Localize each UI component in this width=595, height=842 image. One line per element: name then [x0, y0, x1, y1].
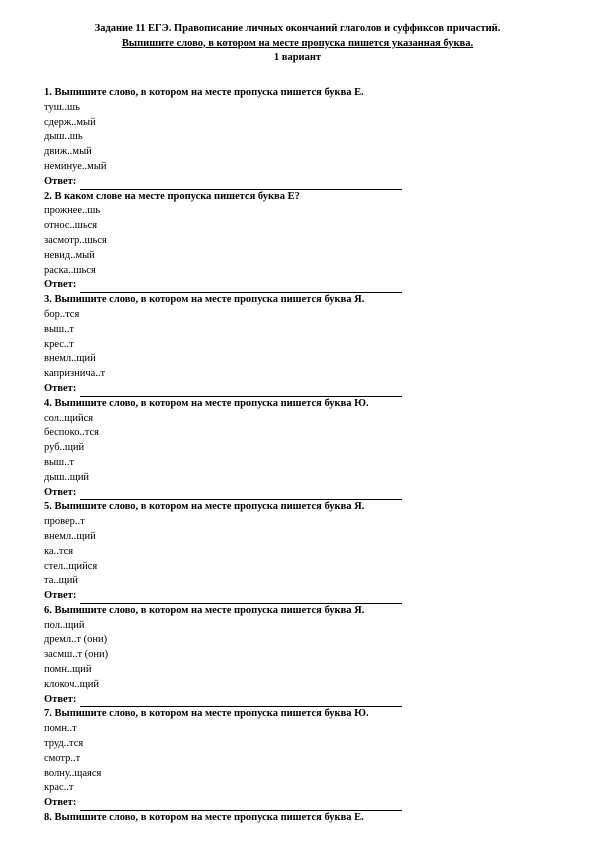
- variant-label: 1 вариант: [273, 52, 322, 63]
- task-question: 7. Выпишите слово, в котором на месте пропуска пишется буква Ю.: [44, 708, 369, 720]
- task-block: [44, 397, 564, 501]
- task-question: 5. Выпишите слово, в котором на месте пропуска пишется буква Я.: [44, 501, 365, 513]
- task-list: [44, 86, 564, 826]
- task-option: клокоч..щий: [44, 678, 99, 690]
- task-question: 8. Выпишите слово, в котором на месте пропуска пишется буква Е.: [44, 812, 364, 824]
- task-block: [44, 500, 564, 604]
- task-option: прожнее..шь: [44, 205, 101, 217]
- task-option: сдерж..мый: [44, 116, 96, 128]
- answer-label: Ответ:: [44, 382, 77, 394]
- task-option: выш..т: [44, 456, 74, 468]
- answer-label: Ответ:: [44, 486, 77, 498]
- task-option: беспоко..тся: [44, 427, 99, 439]
- answer-label: Ответ:: [44, 590, 77, 602]
- task-option: засмотр..шься: [44, 234, 107, 246]
- task-block: [44, 604, 564, 708]
- task-option: помн..щий: [44, 664, 92, 676]
- task-option: дыш..шь: [44, 131, 83, 143]
- task-option: дремл..т (они): [44, 634, 108, 646]
- answer-line[interactable]: [80, 800, 402, 811]
- task-block: [44, 811, 564, 826]
- answer-label: Ответ:: [44, 693, 77, 705]
- task-option: капризнича..т: [44, 368, 106, 380]
- worksheet-title: Задание 11 ЕГЭ. Правописание личных окончаний глаголов и суффиксов причастий.: [94, 23, 501, 34]
- task-option: выш..т: [44, 323, 74, 335]
- task-option: внемл..щий: [44, 530, 96, 542]
- answer-line[interactable]: [80, 282, 402, 293]
- answer-row: [44, 589, 564, 604]
- task-option: внемл..щий: [44, 353, 96, 365]
- task-block: [44, 293, 564, 397]
- task-option: крес..т: [44, 338, 74, 350]
- task-question: 2. В каком слове на месте пропуска пишется буква Е?: [44, 190, 300, 202]
- worksheet-instruction: Выпишите слово, в котором на месте пропуска пишется указанная буква.: [121, 37, 474, 49]
- task-option: туш..шь: [44, 101, 80, 113]
- task-option: волну..щаяся: [44, 767, 102, 779]
- answer-row: [44, 796, 564, 811]
- worksheet-header: [20, 22, 575, 66]
- answer-label: Ответ:: [44, 279, 77, 291]
- answer-label: Ответ:: [44, 175, 77, 187]
- answer-row: [44, 278, 564, 293]
- answer-row: [44, 382, 564, 397]
- task-option: та..щий: [44, 575, 78, 587]
- task-option: руб..щий: [44, 442, 85, 454]
- task-option: дыш..щий: [44, 471, 90, 483]
- answer-line[interactable]: [80, 593, 402, 604]
- answer-line[interactable]: [80, 696, 402, 707]
- answer-line[interactable]: [80, 386, 402, 397]
- task-option: помн..т: [44, 723, 77, 735]
- task-question: 6. Выпишите слово, в котором на месте пропуска пишется буква Я.: [44, 604, 365, 616]
- task-option: раска..шься: [44, 264, 96, 276]
- task-question: 3. Выпишите слово, в котором на месте пропуска пишется буква Я.: [44, 294, 365, 306]
- task-option: засмш..т (они): [44, 649, 109, 661]
- task-option: провер..т: [44, 516, 85, 528]
- answer-line[interactable]: [80, 179, 402, 190]
- answer-row: [44, 486, 564, 501]
- task-option: сол..щийся: [44, 412, 94, 424]
- task-question: 4. Выпишите слово, в котором на месте пропуска пишется буква Ю.: [44, 397, 369, 409]
- task-question: 1. Выпишите слово, в котором на месте пропуска пишется буква Е.: [44, 87, 364, 98]
- task-block: [44, 86, 564, 190]
- task-option: крас..т: [44, 782, 74, 794]
- task-option: ка..тся: [44, 545, 74, 557]
- task-block: [44, 707, 564, 811]
- task-option: движ..мый: [44, 146, 92, 158]
- task-option: бор..тся: [44, 308, 80, 320]
- task-option: стел..щийся: [44, 560, 98, 572]
- answer-line[interactable]: [80, 489, 402, 500]
- task-option: смотр..т: [44, 752, 81, 764]
- answer-label: Ответ:: [44, 797, 77, 809]
- answer-row: [44, 175, 564, 190]
- answer-row: [44, 693, 564, 708]
- task-option: неминуе..мый: [44, 160, 107, 172]
- task-option: невид..мый: [44, 249, 95, 261]
- task-block: [44, 190, 564, 294]
- task-option: пол..щий: [44, 619, 85, 631]
- task-option: относ..шься: [44, 220, 98, 232]
- task-option: труд..тся: [44, 738, 84, 750]
